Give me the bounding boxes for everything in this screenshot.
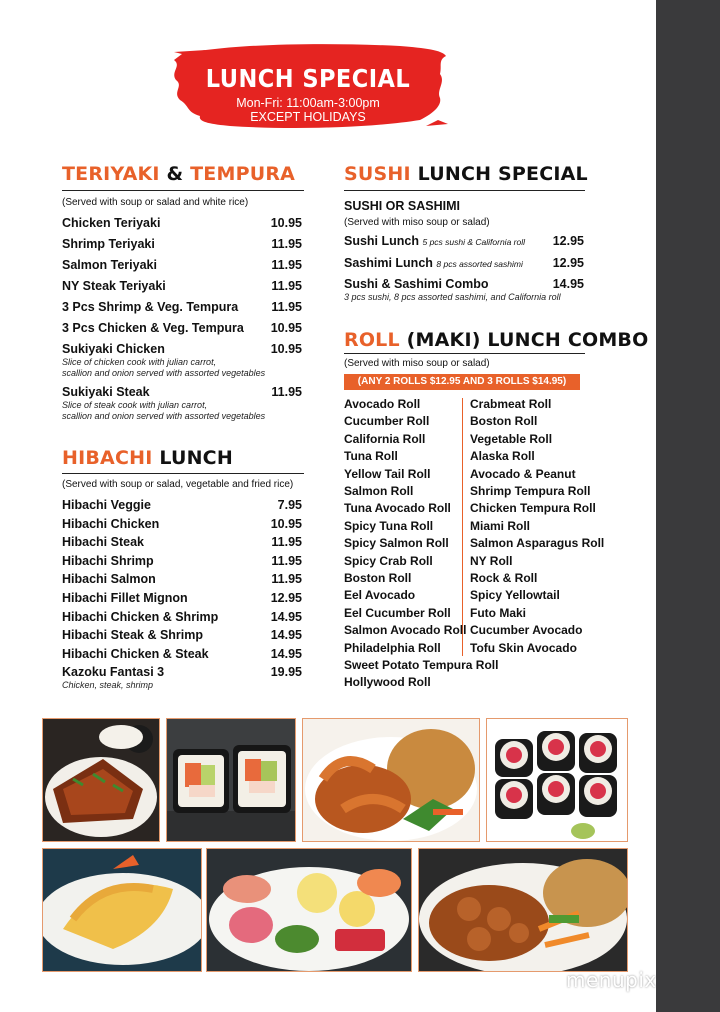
- teriyaki-item-price: 11.95: [271, 385, 302, 399]
- roll-full-item: Hollywood Roll: [344, 675, 431, 690]
- teriyaki-item-price: 11.95: [271, 300, 302, 314]
- hibachi-item-price: 11.95: [271, 535, 302, 550]
- teriyaki-item-name: 3 Pcs Chicken & Veg. Tempura: [62, 321, 244, 335]
- roll-right-item: Spicy Yellowtail: [470, 588, 560, 603]
- roll-left-item: Spicy Crab Roll: [344, 553, 433, 568]
- teriyaki-note: (Served with soup or salad and white rice): [62, 197, 249, 208]
- hibachi-item-desc: Chicken, steak, shrimp: [62, 680, 154, 691]
- roll-right-item: Shrimp Tempura Roll: [470, 484, 591, 498]
- roll-left-item: Boston Roll: [344, 571, 412, 585]
- sushi-section-title: [344, 163, 588, 185]
- roll-right-item: Cucumber Avocado: [470, 623, 583, 638]
- roll-note: (Served with miso soup or salad): [344, 358, 490, 369]
- teriyaki-item-price: 10.95: [270, 342, 302, 356]
- roll-left-item: Avocado Roll: [344, 397, 421, 411]
- roll-left-item: Spicy Salmon Roll: [344, 536, 449, 551]
- hibachi-item-price: 12.95: [270, 591, 302, 605]
- roll-left-item: Salmon Roll: [344, 484, 414, 498]
- teriyaki-title-amp: &: [166, 163, 184, 185]
- hibachi-item-name: Hibachi Chicken & Shrimp: [62, 609, 219, 624]
- teriyaki-item-price: 10.95: [270, 321, 302, 335]
- teriyaki-title-a: TERIYAKI: [62, 163, 160, 185]
- hibachi-item-price: 14.95: [270, 628, 302, 643]
- hibachi-item-price: 14.95: [270, 609, 302, 624]
- teriyaki-item-price: 11.95: [271, 279, 302, 293]
- hibachi-section-title: [62, 447, 233, 469]
- teriyaki-item-name: Sukiyaki Chicken: [62, 342, 165, 356]
- hibachi-item-price: 7.95: [277, 498, 302, 512]
- roll-right-item: Chicken Tempura Roll: [470, 501, 596, 516]
- sushi-item-title: Sushi Lunch: [344, 234, 419, 248]
- photo-tempura: [42, 848, 202, 972]
- hibachi-item-price: 14.95: [270, 646, 302, 661]
- hibachi-item-name: Hibachi Salmon: [62, 572, 156, 587]
- teriyaki-section-title: [62, 163, 295, 185]
- roll-right-item: Alaska Roll: [470, 449, 535, 464]
- banner-hours: [150, 96, 466, 124]
- roll-right-item: Crabmeat Roll: [470, 397, 552, 411]
- roll-left-item: Tuna Avocado Roll: [344, 501, 451, 516]
- teriyaki-item-desc-line1: Slice of steak cook with julian carrot,: [62, 400, 208, 410]
- teriyaki-item-name: Salmon Teriyaki: [62, 258, 157, 272]
- hibachi-item-name: Kazoku Fantasi 3: [62, 665, 165, 680]
- sushi-title-a: SUSHI: [344, 163, 411, 185]
- teriyaki-item-name: Sukiyaki Steak: [62, 385, 150, 399]
- banner-except-text: EXCEPT HOLIDAYS: [250, 110, 366, 124]
- roll-title-a: ROLL: [344, 329, 400, 351]
- sushi-item-name: [344, 277, 488, 291]
- sushi-item-price: 14.95: [552, 277, 584, 291]
- hibachi-item-name: Hibachi Chicken & Steak: [62, 646, 209, 661]
- roll-right-item: Futo Maki: [470, 605, 526, 620]
- roll-section-title: [344, 329, 648, 351]
- teriyaki-item-desc-line1: Slice of chicken cook with julian carrot,: [62, 357, 217, 367]
- photo-sashimi: [206, 848, 412, 972]
- roll-right-item: Vegetable Roll: [470, 431, 553, 446]
- roll-left-item: Philadelphia Roll: [344, 640, 441, 655]
- hibachi-item-name: Hibachi Fillet Mignon: [62, 591, 188, 605]
- teriyaki-title-b: TEMPURA: [190, 163, 296, 185]
- roll-left-item: Eel Cucumber Roll: [344, 605, 451, 620]
- sushi-item-inline-desc: 5 pcs sushi & California roll: [422, 237, 525, 247]
- sushi-item-title: Sushi & Sashimi Combo: [344, 277, 489, 291]
- right-sidebar: [656, 0, 720, 1012]
- roll-left-item: Yellow Tail Roll: [344, 466, 431, 481]
- teriyaki-item-name: Shrimp Teriyaki: [62, 237, 155, 251]
- sushi-rule: [344, 190, 585, 191]
- sushi-note: (Served with miso soup or salad): [344, 217, 490, 228]
- roll-right-item: Avocado & Peanut: [470, 466, 576, 481]
- banner-title: LUNCH SPECIAL: [205, 64, 411, 93]
- teriyaki-item-desc: [62, 400, 265, 422]
- roll-right-item: Rock & Roll: [470, 571, 538, 585]
- hibachi-title-b: LUNCH: [159, 447, 233, 469]
- teriyaki-item-name: 3 Pcs Shrimp & Veg. Tempura: [62, 300, 239, 314]
- banner-hours-text: Mon-Fri: 11:00am-3:00pm: [236, 96, 380, 110]
- hibachi-note: (Served with soup or salad, vegetable and fried rice): [62, 479, 294, 490]
- teriyaki-item-name: NY Steak Teriyaki: [62, 279, 166, 293]
- photo-tuna-rolls: [486, 718, 628, 842]
- photo-chicken-teriyaki: [42, 718, 160, 842]
- photo-hibachi-chicken: [418, 848, 628, 972]
- roll-right-item: Tofu Skin Avocado: [470, 640, 577, 655]
- hibachi-item-price: 10.95: [270, 516, 302, 531]
- teriyaki-rule: [62, 190, 304, 191]
- sushi-item-price: 12.95: [552, 256, 584, 270]
- roll-price-badge: (ANY 2 ROLLS $12.95 AND 3 ROLLS $14.95): [344, 374, 580, 390]
- photo-sushi-rolls: [166, 718, 296, 842]
- roll-left-item: Cucumber Roll: [344, 414, 430, 429]
- sushi-item-desc: 3 pcs sushi, 8 pcs assorted sashimi, and California roll: [344, 292, 561, 302]
- hibachi-rule: [62, 473, 304, 474]
- roll-full-item: Sweet Potato Tempura Roll: [344, 658, 499, 672]
- roll-left-item: Eel Avocado: [344, 588, 416, 603]
- teriyaki-item-desc-line2: scallion and onion served with assorted vegetables: [62, 368, 266, 378]
- menupix-watermark: menupix: [566, 968, 657, 992]
- teriyaki-item-price: 11.95: [271, 258, 302, 272]
- roll-column-divider: [462, 398, 463, 656]
- roll-left-item: California Roll: [344, 431, 426, 446]
- hibachi-item-name: Hibachi Shrimp: [62, 553, 154, 568]
- teriyaki-item-desc-line2: scallion and onion served with assorted vegetables: [62, 411, 266, 421]
- roll-left-item: Salmon Avocado Roll: [344, 623, 467, 638]
- sushi-item-price: 12.95: [552, 234, 584, 248]
- roll-rule: [344, 353, 585, 354]
- roll-left-item: Spicy Tuna Roll: [344, 518, 434, 533]
- hibachi-item-name: Hibachi Steak: [62, 535, 144, 550]
- sushi-subtitle: SUSHI OR SASHIMI: [344, 199, 460, 213]
- teriyaki-item-price: 10.95: [270, 216, 302, 230]
- roll-title-b: (MAKI) LUNCH COMBO: [406, 329, 649, 351]
- hibachi-title-a: HIBACHI: [62, 447, 153, 469]
- teriyaki-item-desc: [62, 357, 265, 379]
- hibachi-item-name: Hibachi Chicken: [62, 516, 160, 531]
- teriyaki-item-price: 11.95: [271, 237, 302, 251]
- hibachi-item-name: Hibachi Veggie: [62, 498, 151, 512]
- sushi-item-title: Sashimi Lunch: [344, 256, 433, 270]
- hibachi-item-price: 19.95: [270, 665, 302, 680]
- hibachi-item-name: Hibachi Steak & Shrimp: [62, 628, 204, 643]
- sushi-item-name: [344, 256, 523, 270]
- lunch-special-banner: [170, 40, 448, 132]
- sushi-item-inline-desc: 8 pcs assorted sashimi: [436, 259, 523, 269]
- roll-right-item: NY Roll: [470, 553, 513, 568]
- roll-right-item: Salmon Asparagus Roll: [470, 536, 605, 551]
- sushi-title-b: LUNCH SPECIAL: [417, 163, 588, 185]
- sushi-item-name: [344, 234, 525, 248]
- photo-hibachi-shrimp: [302, 718, 480, 842]
- roll-left-item: Tuna Roll: [344, 449, 398, 464]
- hibachi-item-price: 11.95: [271, 553, 302, 568]
- roll-right-item: Miami Roll: [470, 518, 531, 533]
- hibachi-item-price: 11.95: [271, 572, 302, 587]
- teriyaki-item-name: Chicken Teriyaki: [62, 216, 161, 230]
- roll-right-item: Boston Roll: [470, 414, 538, 429]
